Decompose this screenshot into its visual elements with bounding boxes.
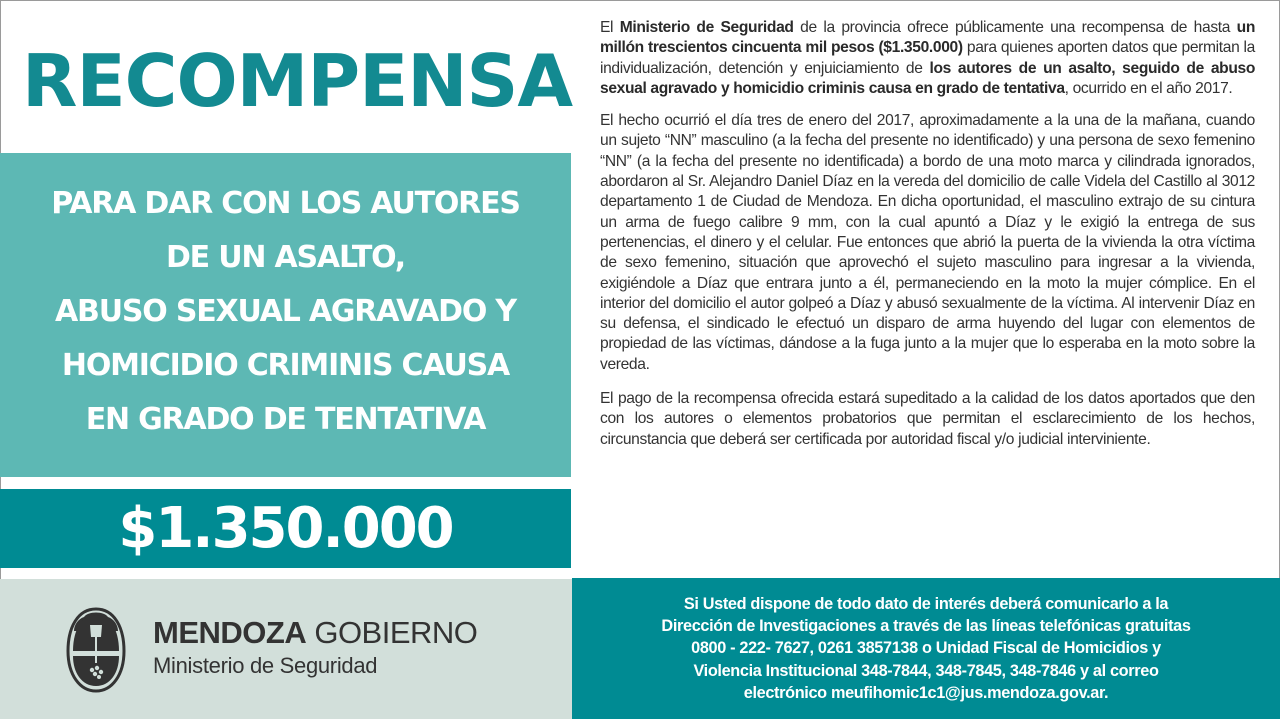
contact-email-line: electrónico meufihomic1c1@jus.mendoza.gov.ar. <box>743 683 1109 702</box>
text-bold: los autores de un asalto, seguido de abuso sexual agravado y homicidio criminis causa en grado de tentativa <box>600 59 1255 97</box>
subject-line: DE UN ASALTO, <box>165 240 406 275</box>
poster-title: RECOMPENSA <box>22 39 573 123</box>
contact-box <box>572 578 1280 719</box>
subject-line: PARA DAR CON LOS AUTORES <box>51 186 520 221</box>
text-run: El <box>600 19 620 36</box>
intro-paragraph <box>600 18 1255 99</box>
text-bold: un millón trescientos cincuenta mil pesos ($1.350.000) <box>600 19 1255 57</box>
text-bold: Ministerio de Seguridad <box>619 19 794 36</box>
facts-paragraph: El hecho ocurrió el día tres de enero del 2017, aproximadamente a la una de la mañana, cuando un sujeto “NN” masculino (a la fecha del presente no identificado) y una persona de sexo femenino “NN” (a la fecha del presente no identificada) a bordo de una moto marca y cilindrada ignorados, abordaron al Sr. Alejandro Daniel Díaz en la vereda del domicilio de calle Videla del Castillo al 3012 departamento 1 de Ciudad de Mendoza. En dicha oportunidad, el masculino extrajo de su cintura un arma de fuego calibre 9 mm, con la cual apuntó a Díaz y le exigió la entrega de sus pertenencias, el dinero y el celular. Fue entonces que abrió la puerta de la vivienda la otra víctima de sexo femenino, situación que aprovechó el sujeto masculino para ingresar a la vivienda, exigiéndole a Díaz que entrara junto a él, permaneciendo en la moto la mujer cómplice. En el interior del domicilio el autor golpeó a Díaz y abusó sexualmente de la víctima. Al intervenir Díaz en su defensa, el sindicado le efectuó un disparo de arma huyendo del lugar con elementos de propiedad de las víctimas, dándose a la fuga junto a la mujer que lo esperaba en la moto sobre la vereda. <box>600 112 1255 373</box>
text-run: de la provincia ofrece públicamente una recompensa de hasta <box>793 19 1237 36</box>
contact-line: Si Usted dispone de todo dato de interés deberá comunicarlo a la <box>683 594 1169 613</box>
conditions-paragraph: El pago de la recompensa ofrecida estará supeditado a la calidad de los datos aportados que den con los autores o elementos probatorios que permitan el esclarecimiento de los hechos, circunstancia que deberá ser certificada por autoridad fiscal y/o judicial interviniente. <box>600 390 1255 448</box>
subject-line: HOMICIDIO CRIMINIS CAUSA <box>61 348 510 383</box>
brand-block <box>0 579 572 719</box>
subject-line: ABUSO SEXUAL AGRAVADO Y <box>55 294 516 329</box>
subject-line: EN GRADO DE TENTATIVA <box>85 402 486 437</box>
subject-text <box>51 177 520 447</box>
coat-of-arms-icon <box>66 607 126 693</box>
brand-name-light: GOBIERNO <box>306 615 478 650</box>
text-run: para quienes aporten datos que permitan la individualización, detención y enjuiciamiento de <box>600 39 1255 77</box>
brand-subtitle: Ministerio de Seguridad <box>153 653 378 678</box>
body-text <box>600 18 1255 462</box>
contact-line: Violencia Institucional 348-7844, 348-7845, 348-7846 y al correo <box>693 661 1159 680</box>
contact-line: Dirección de Investigaciones a través de las líneas telefónicas gratuitas <box>661 617 1191 636</box>
contact-text <box>586 593 1266 704</box>
brand-name-bold: MENDOZA <box>153 615 307 650</box>
reward-amount: $1.350.000 <box>118 496 453 561</box>
contact-line: 0800 - 222- 7627, 0261 3857138 o Unidad Fiscal de Homicidios y <box>691 639 1161 658</box>
subject-panel <box>0 153 571 477</box>
brand-name <box>153 615 477 651</box>
reward-amount-band <box>0 489 571 568</box>
text-run: , ocurrido en el año 2017. <box>1064 79 1233 97</box>
